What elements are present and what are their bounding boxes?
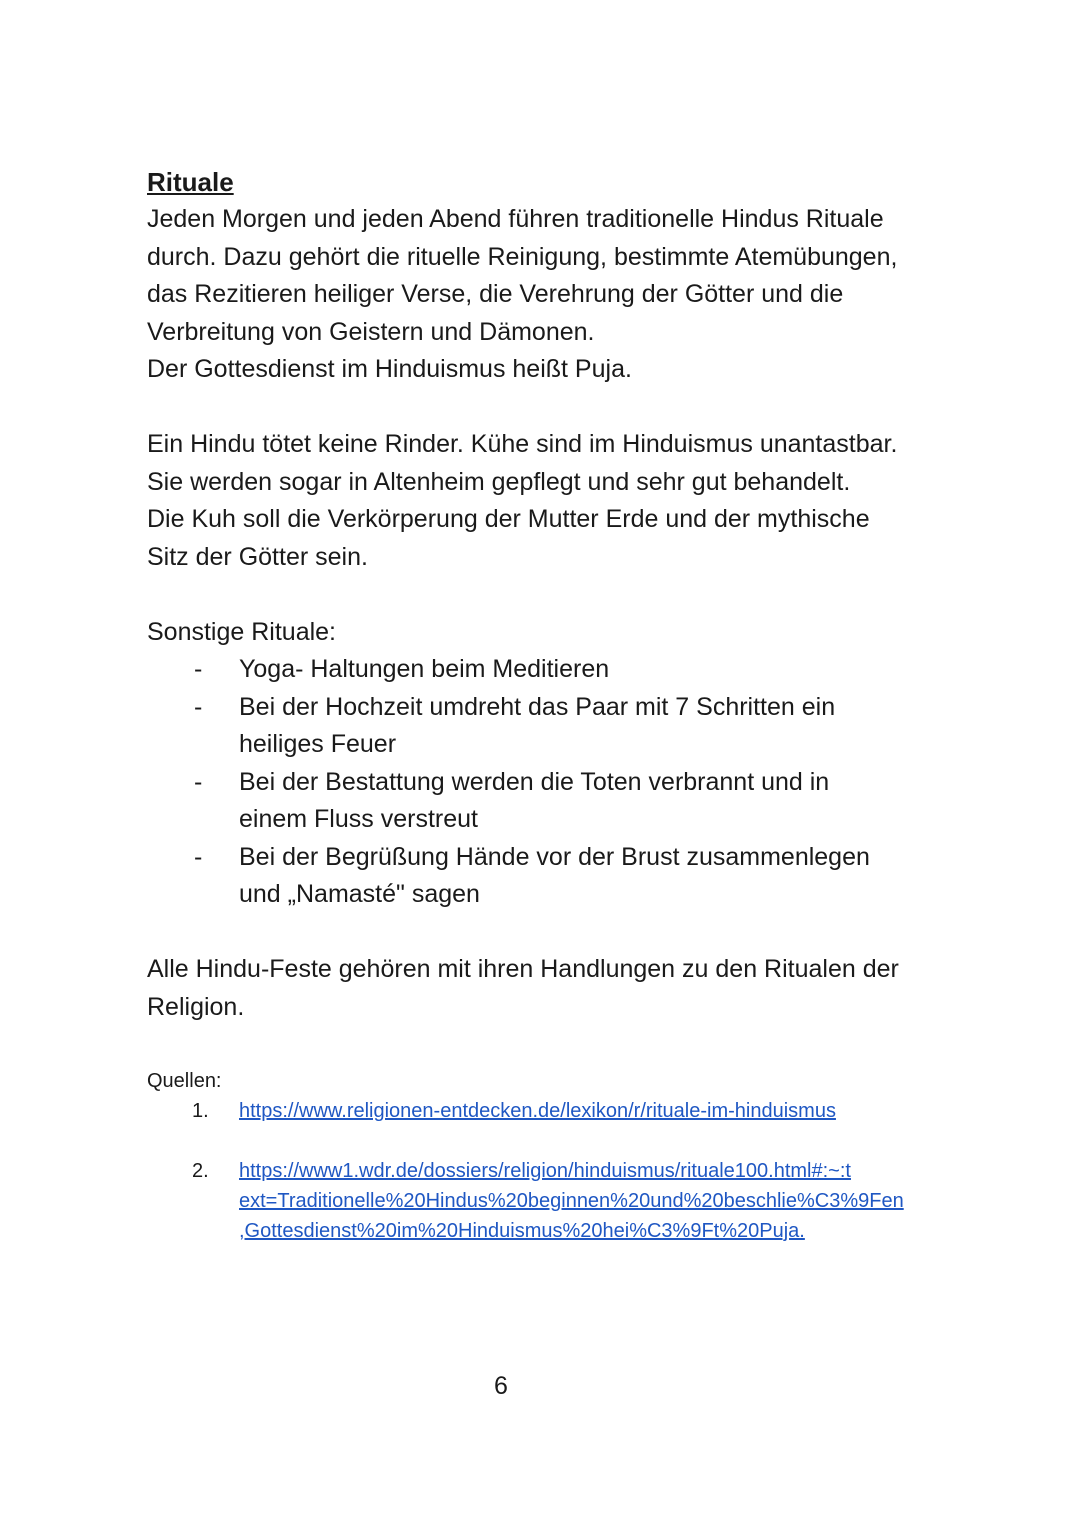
source-item (147, 1156, 947, 1246)
sources-heading: Quellen: (147, 1070, 222, 1092)
text-line: Jeden Morgen und jeden Abend führen traditionelle Hindus Rituale (147, 205, 884, 233)
list-item (147, 839, 947, 914)
paragraph-daily-rituals (147, 201, 947, 389)
list-item-text: und „Namasté" sagen (239, 880, 480, 908)
paragraph-spacer (147, 389, 947, 427)
page-content (147, 163, 947, 1246)
text-line: Sitz der Götter sein. (147, 542, 368, 571)
source-link[interactable]: ,Gottesdienst%20im%20Hinduismus%20hei%C3%9Ft%20Puja. (239, 1220, 805, 1242)
paragraph-spacer (147, 576, 947, 614)
source-item (147, 1096, 947, 1126)
list-item-text: einem Fluss verstreut (239, 805, 478, 833)
source-link[interactable]: https://www.religionen-entdecken.de/lexikon/r/rituale-im-hinduismus (239, 1100, 836, 1122)
list-item (147, 689, 947, 764)
text-line: Sie werden sogar in Altenheim gepflegt und sehr gut behandelt. (147, 467, 851, 496)
paragraph-festivals (147, 951, 947, 1026)
text-line: Verbreitung von Geistern und Dämonen. (147, 317, 595, 346)
paragraph-cows (147, 426, 947, 576)
list-item-text: heiliges Feuer (239, 730, 397, 758)
source-spacer (147, 1126, 947, 1156)
text-line: durch. Dazu gehört die rituelle Reinigung, bestimmte Atemübungen, (147, 242, 898, 271)
list-dash: - (194, 842, 203, 871)
list-item-text: Bei der Begrüßung Hände vor der Brust zusammenlegen (239, 842, 870, 871)
other-rituals-list (147, 651, 947, 914)
text-line: Ein Hindu tötet keine Rinder. Kühe sind im Hinduismus unantastbar. (147, 430, 898, 458)
other-rituals-heading: Sonstige Rituale: (147, 617, 337, 646)
list-item (147, 651, 947, 689)
page-number: 6 (494, 1372, 508, 1400)
paragraph-spacer (147, 914, 947, 952)
list-item (147, 764, 947, 839)
list-item-text: Bei der Hochzeit umdreht das Paar mit 7 Schritten ein (239, 692, 836, 721)
text-line: Alle Hindu-Feste gehören mit ihren Handlungen zu den Ritualen der (147, 955, 899, 983)
source-link[interactable]: ext=Traditionelle%20Hindus%20beginnen%20und%20beschlie%C3%9Fen (239, 1190, 904, 1212)
source-number: 2. (192, 1160, 209, 1182)
text-line: das Rezitieren heiliger Verse, die Verehrung der Götter und die (147, 280, 844, 308)
source-number: 1. (192, 1100, 209, 1122)
text-line: Religion. (147, 992, 245, 1021)
source-link[interactable]: https://www1.wdr.de/dossiers/religion/hinduismus/rituale100.html#:~:t (239, 1160, 851, 1182)
list-item-text: Bei der Bestattung werden die Toten verbrannt und in (239, 767, 830, 796)
list-item-text: Yoga- Haltungen beim Meditieren (239, 655, 610, 683)
list-dash: - (194, 655, 203, 683)
sources-section (147, 1066, 947, 1246)
text-line: Die Kuh soll die Verkörperung der Mutter Erde und der mythische (147, 505, 870, 533)
section-title: Rituale (147, 167, 234, 197)
list-dash: - (194, 692, 203, 721)
text-line: Der Gottesdienst im Hinduismus heißt Puja. (147, 355, 632, 383)
list-dash: - (194, 767, 203, 796)
